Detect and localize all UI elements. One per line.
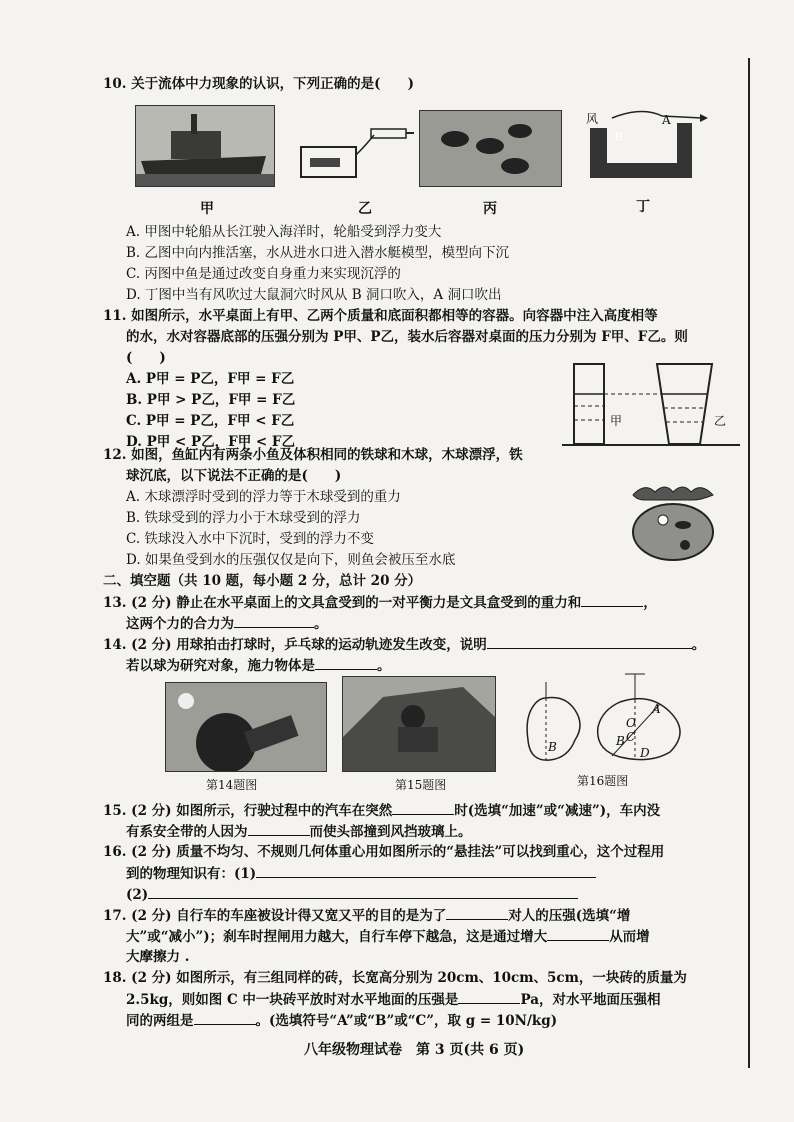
fig10-caption-yi: 乙: [358, 201, 372, 217]
q14-text1: 14. (2 分) 用球拍击打球时，乒乓球的运动轨迹发生改变，说明: [103, 637, 487, 653]
q18-line1: 18. (2 分) 如图所示，有三组同样的砖，长宽高分别为 20cm、10cm、5cm，一块砖的质量为: [103, 970, 687, 986]
q16-blank2[interactable]: [148, 884, 578, 899]
q10-option-b: B. 乙图中向内推活塞，水从进水口进入潜水艇模型，模型向下沉: [126, 245, 510, 261]
fig16-label-d: D: [640, 746, 650, 760]
fig14-paddle-photo: [165, 682, 327, 772]
fig10-fish-photo: [419, 110, 562, 187]
q16-blank1[interactable]: [256, 863, 596, 878]
q14-blank1[interactable]: [487, 634, 692, 649]
q17-text1b: 对人的压强(选填“增: [508, 908, 631, 924]
fig10-ship-photo: [135, 105, 275, 187]
fig11-containers: [562, 358, 742, 450]
q18-text3a: 同的两组是: [126, 1013, 194, 1029]
fig10-caption-bing: 丙: [483, 201, 497, 217]
q15-text1b: 时(选填“加速”或“减速”)，车内没: [454, 803, 661, 819]
q13-text1: 13. (2 分) 静止在水平桌面上的文具盒受到的一对平衡力是文具盒受到的重力和: [103, 595, 582, 611]
q13-blank2[interactable]: [234, 613, 314, 628]
q10-stem: 10. 关于流体中力现象的认识，下列正确的是( ): [103, 76, 414, 92]
fig10-submarine-model: [296, 125, 416, 180]
q13-blank1[interactable]: [581, 592, 643, 607]
q14-line1: [103, 634, 705, 655]
q14-text1-end: 。: [691, 637, 706, 653]
q17-text1a: 17. (2 分) 自行车的车座被设计得又宽又平的目的是为了: [103, 908, 447, 924]
fig16-hanging-b: [590, 672, 710, 768]
page-footer: 八年级物理试卷 第 3 页(共 6 页): [304, 1042, 525, 1058]
q16-line1: 16. (2 分) 质量不均匀、不规则几何体重心用如图所示的“悬挂法”可以找到重心，这个过程用: [103, 844, 665, 860]
fig11-label-jia: 甲: [610, 414, 623, 428]
page-edge-shadow: [748, 58, 750, 1068]
fig16-label-c: C: [626, 730, 636, 744]
q18-text2a: 2.5kg，则如图 C 中一块砖平放时对水平地面的压强是: [126, 992, 459, 1008]
q12-option-c: C. 铁球没入水中下沉时，受到的浮力不变: [126, 531, 374, 547]
q15-blank1[interactable]: [392, 800, 454, 815]
hole-b-label: B: [614, 130, 623, 144]
q13-text2: 这两个力的合力为: [126, 616, 234, 632]
fig16-hanging-a: [520, 680, 600, 768]
fig15-car-crash-photo: [342, 676, 496, 772]
q17-text2a: 大”或“减小”)；刹车时捏闸用力越大，自行车停下越急，这是通过增大: [126, 929, 548, 945]
q18-blank1[interactable]: [458, 989, 520, 1004]
q13-line1: [103, 592, 657, 613]
q12-option-a: A. 木球漂浮时受到的浮力等于木球受到的重力: [126, 489, 401, 505]
q10-option-a: A. 甲图中轮船从长江驶入海洋时，轮船受到浮力变大: [126, 224, 442, 240]
fig14-caption: 第14题图: [206, 778, 258, 792]
q15-line1: [103, 800, 660, 821]
q12-stem-line1: 12. 如图，鱼缸内有两条小鱼及体积相同的铁球和木球，木球漂浮，铁: [103, 447, 523, 463]
q11-stem-line2: 的水，水对容器底部的压强分别为 P甲、P乙，装水后容器对桌面的压力分别为 F甲、F乙。则: [126, 329, 688, 345]
car-illustration: [343, 677, 495, 771]
hole-a-label: A: [662, 113, 671, 127]
wind-label: 风: [586, 112, 599, 126]
q15-line2: [126, 821, 472, 842]
q14-line2: [126, 655, 391, 676]
q13-line2: [126, 613, 328, 634]
q11-option-d: D. P甲 < P乙，F甲 < F乙: [126, 434, 296, 450]
fig10-burrow-diagram: [582, 108, 710, 188]
fig16-label-o: O: [626, 716, 636, 730]
q18-text3b: 。(选填符号“A”或“B”或“C”，取 g = 10N/kg): [255, 1013, 558, 1029]
q11-stem-line1: 11. 如图所示，水平桌面上有甲、乙两个质量和底面积都相等的容器。向容器中注入高度相等: [103, 308, 658, 324]
q12-option-b: B. 铁球受到的浮力小于木球受到的浮力: [126, 510, 361, 526]
q14-text2-end: 。: [377, 658, 391, 674]
q13-text1-end: ，: [643, 595, 657, 611]
fig10-caption-jia: 甲: [200, 201, 214, 217]
q14-text2: 若以球为研究对象，施力物体是: [126, 658, 315, 674]
paddle-illustration: [166, 683, 326, 771]
q12-option-d: D. 如果鱼受到水的压强仅仅是向下，则鱼会被压至水底: [126, 552, 456, 568]
section2-heading: 二、填空题（共 10 题，每小题 2 分，总计 20 分）: [103, 573, 422, 589]
fig10-caption-ding: 丁: [636, 199, 650, 215]
q17-text2b: 从而增: [609, 929, 650, 945]
q18-line2: [126, 989, 660, 1010]
fig16-label-a: A: [652, 702, 661, 716]
q17-line1: [103, 905, 630, 926]
q15-text2b: 而使头部撞到风挡玻璃上。: [309, 824, 472, 840]
fig16-label-b2: B: [616, 734, 625, 748]
fig12-fish-bowl: [625, 480, 720, 565]
fig16-caption: 第16题图: [577, 774, 629, 788]
q10-option-d: D. 丁图中当有风吹过大鼠洞穴时风从 B 洞口吹入，A 洞口吹出: [126, 287, 502, 303]
q16-line3: [126, 884, 578, 905]
q18-blank2[interactable]: [194, 1010, 256, 1025]
q11-option-c: C. P甲 = P乙，F甲 < F乙: [126, 413, 295, 429]
q16-line2: [126, 863, 596, 884]
q11-option-b: B. P甲 > P乙，F甲 = F乙: [126, 392, 296, 408]
q15-text2a: 有系安全带的人因为: [126, 824, 248, 840]
q18-line3: [126, 1010, 557, 1031]
ship-illustration: [136, 106, 274, 186]
q15-blank2[interactable]: [248, 821, 310, 836]
q16-text2: 到的物理知识有：(1): [126, 866, 257, 882]
q17-line3: 大摩擦力 .: [126, 949, 190, 965]
q10-option-c: C. 丙图中鱼是通过改变自身重力来实现沉浮的: [126, 266, 401, 282]
fig11-label-yi: 乙: [714, 414, 727, 428]
q11-option-a: A. P甲 = P乙，F甲 = F乙: [126, 371, 295, 387]
fig16-label-b: B: [548, 740, 557, 754]
q17-line2: [126, 926, 650, 947]
q12-stem-line2: 球沉底，以下说法不正确的是( ): [126, 468, 342, 484]
q17-blank2[interactable]: [547, 926, 609, 941]
q18-text2b: Pa，对水平地面压强相: [520, 992, 661, 1008]
q17-blank1[interactable]: [446, 905, 508, 920]
q16-text3: (2): [126, 887, 149, 903]
q15-text1a: 15. (2 分) 如图所示，行驶过程中的汽车在突然: [103, 803, 393, 819]
q11-stem-line3: ( ): [126, 350, 166, 366]
q14-blank2[interactable]: [315, 655, 377, 670]
fish-illustration: [420, 111, 561, 186]
q13-text2-end: 。: [314, 616, 328, 632]
fig15-caption: 第15题图: [395, 778, 447, 792]
